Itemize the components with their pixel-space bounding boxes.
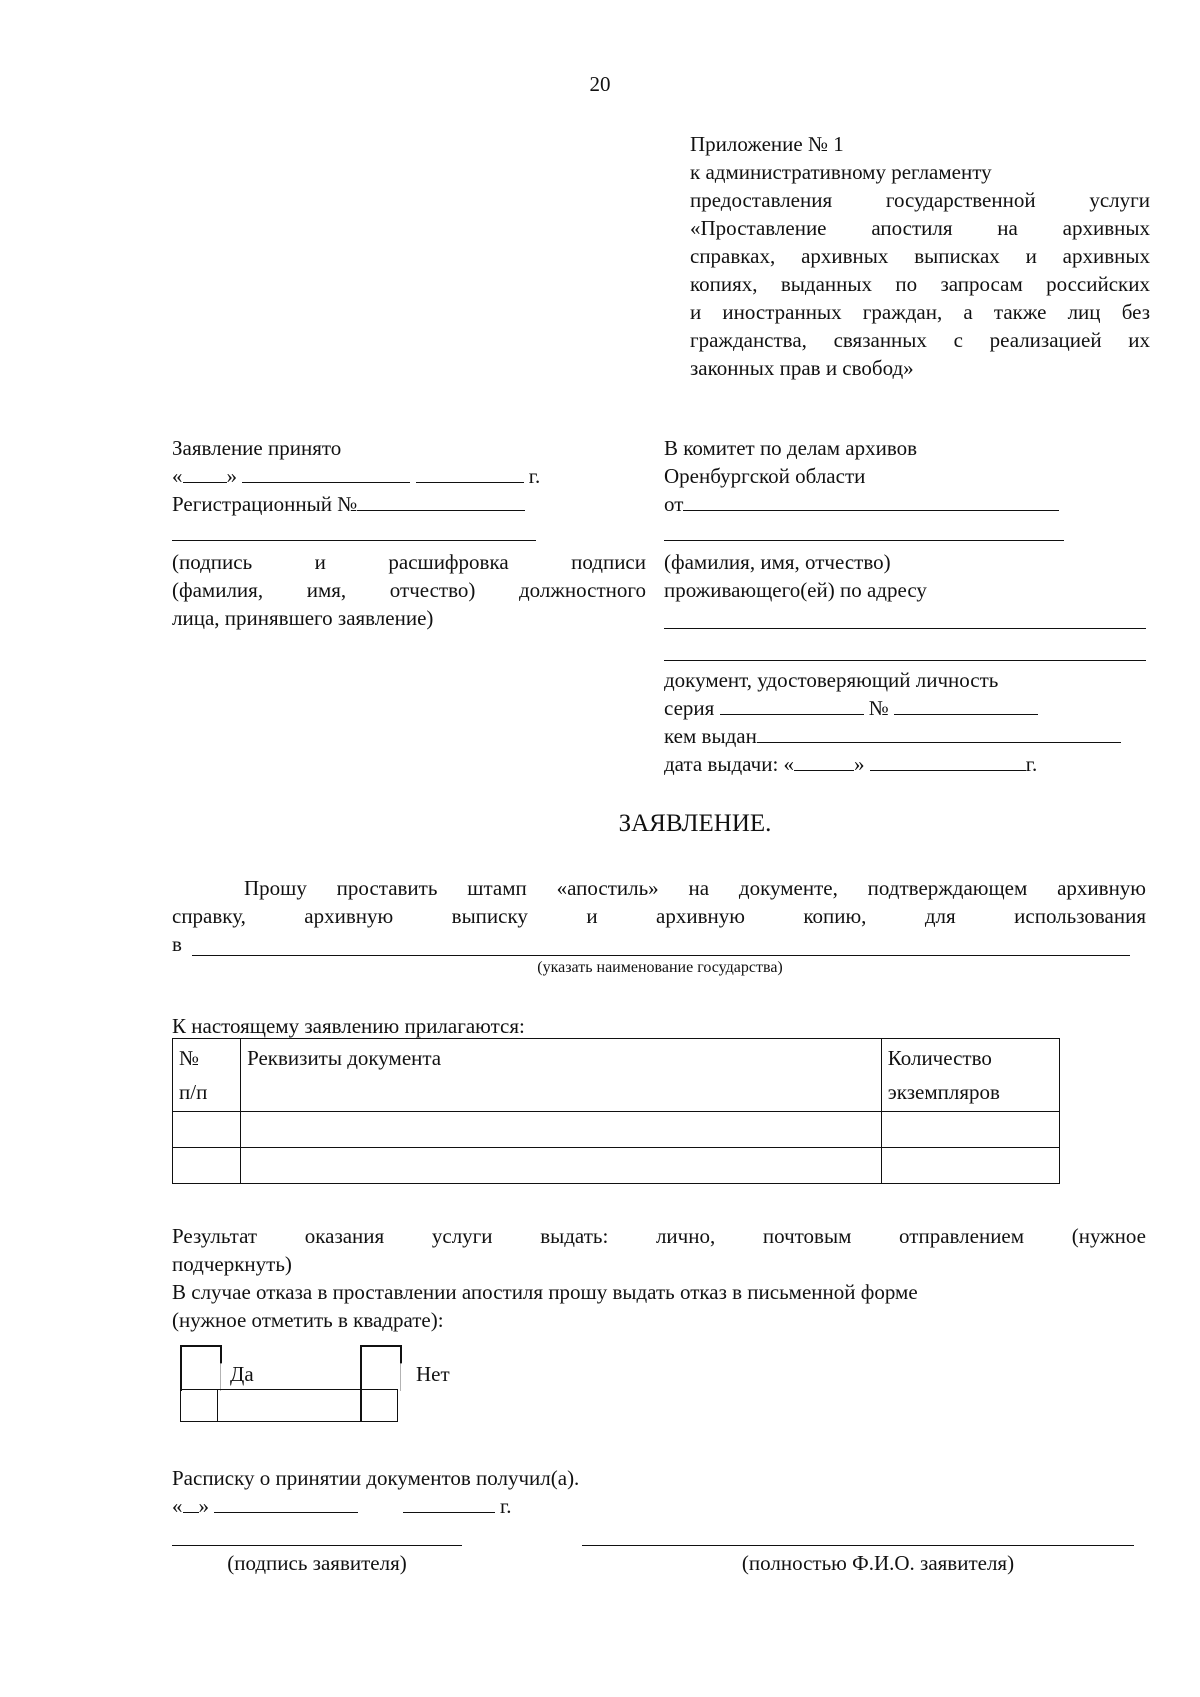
year-suffix: г. — [500, 1494, 512, 1518]
address-field-1[interactable] — [664, 628, 1146, 629]
country-prefix: в — [172, 932, 182, 956]
quote-close: » — [226, 464, 237, 488]
issued-by-row — [664, 722, 1164, 750]
appendix-line: «Проставление апостиля на архивных — [690, 216, 1150, 240]
checkbox-yes-lower[interactable] — [180, 1389, 218, 1422]
addressee-block — [664, 434, 1164, 518]
accepted-label: Заявление принято — [172, 436, 342, 460]
statement-line: справку, архивную выписку и архивную копию, для использования — [172, 904, 1146, 928]
appendix-line: к административному регламенту — [690, 160, 992, 184]
quote-open: « — [172, 464, 183, 488]
official-signature-line[interactable] — [172, 540, 536, 541]
result-block — [172, 1222, 1146, 1334]
issued-by-field[interactable] — [757, 722, 1121, 743]
table-cell[interactable] — [241, 1148, 882, 1184]
table-row — [173, 1112, 1060, 1148]
quote-close: » — [198, 1494, 209, 1518]
year-suffix: г. — [1025, 752, 1038, 776]
caption-line: (фамилия, имя, отчество) должностного — [172, 578, 646, 602]
series-label: серия — [664, 696, 715, 720]
header-cell-details: Реквизиты документа — [241, 1039, 882, 1112]
applicant-signature-caption: (подпись заявителя) — [227, 1551, 407, 1575]
addressee-line: Оренбургской области — [664, 464, 866, 488]
number-label: № — [868, 696, 889, 720]
table-cell[interactable] — [173, 1112, 241, 1148]
applicant-fio-caption: (полностью Ф.И.О. заявителя) — [741, 1551, 1015, 1575]
official-signature-caption — [172, 548, 646, 632]
option-yes-label: Да — [230, 1362, 254, 1386]
header-text: № — [179, 1046, 200, 1070]
refusal-line: (нужное отметить в квадрате): — [172, 1308, 444, 1332]
fio-block — [664, 548, 1164, 604]
refusal-line: В случае отказа в проставлении апостиля прошу выдать отказ в письменной форме — [172, 1280, 918, 1304]
appendix-line: копиях, выданных по запросам российских — [690, 272, 1150, 296]
result-line: Результат оказания услуги выдать: лично, почтовым отправлением (нужное — [172, 1224, 1146, 1248]
number-field[interactable] — [894, 694, 1038, 715]
issue-date-row — [664, 750, 1164, 778]
checkbox-yes[interactable] — [180, 1345, 222, 1391]
header-text: п/п — [179, 1080, 208, 1104]
from-field[interactable] — [683, 490, 1059, 511]
appendix-line: предоставления государственной услуги — [690, 188, 1150, 212]
applicant-fio-line[interactable] — [582, 1545, 1134, 1546]
addressee-line: В комитет по делам архивов — [664, 436, 918, 460]
caption-line: (подпись и расшифровка подписи — [172, 550, 646, 574]
appendix-line: законных прав и свобод» — [690, 356, 914, 380]
reg-number-field[interactable] — [357, 490, 525, 511]
appendix-line: гражданства, связанных с реализацией их — [690, 328, 1150, 352]
year-suffix: г. — [528, 464, 541, 488]
from-label: от — [664, 492, 684, 516]
country-row — [172, 930, 1146, 958]
id-document-block — [664, 666, 1164, 778]
issue-date-label: дата выдачи: « — [664, 752, 795, 776]
from-field-2[interactable] — [664, 540, 1064, 541]
quote-close: » — [854, 752, 865, 776]
receipt-date-row — [172, 1492, 1146, 1520]
appendix-line: справках, архивных выписках и архивных — [690, 244, 1150, 268]
caption-line: лица, принявшего заявление) — [172, 606, 434, 630]
receipt-year-field[interactable] — [403, 1492, 495, 1513]
from-row — [664, 490, 1164, 518]
accepted-date-row — [172, 462, 646, 490]
table-cell[interactable] — [881, 1112, 1059, 1148]
address-field-2[interactable] — [664, 660, 1146, 661]
statement-line: Прошу проставить штамп «апостиль» на документе, подтверждающем архивную — [244, 876, 1146, 900]
reg-number-row — [172, 490, 646, 518]
reg-number-label: Регистрационный № — [172, 492, 358, 516]
appendix-title: Приложение № 1 — [690, 132, 844, 156]
receipt-block — [172, 1464, 1146, 1520]
checkbox-no[interactable] — [360, 1345, 402, 1391]
series-number-row — [664, 694, 1164, 722]
issue-day-field[interactable] — [794, 750, 854, 771]
header-text: экземпляров — [887, 1080, 1000, 1104]
applicant-signature-line[interactable] — [172, 1545, 462, 1546]
issued-by-label: кем выдан — [664, 724, 757, 748]
series-field[interactable] — [720, 694, 864, 715]
receipt-month-field[interactable] — [214, 1492, 358, 1513]
table-row — [173, 1148, 1060, 1184]
checkbox-no-lower[interactable] — [360, 1389, 398, 1422]
day-field[interactable] — [183, 462, 227, 483]
table-cell[interactable] — [241, 1112, 882, 1148]
statement-body — [172, 874, 1146, 958]
appendix-line: и иностранных граждан, а также лиц без — [690, 300, 1150, 324]
table-cell[interactable] — [881, 1148, 1059, 1184]
page-number: 20 — [589, 72, 611, 96]
issue-month-year-field[interactable] — [870, 750, 1026, 771]
header-cell-number — [173, 1039, 241, 1112]
option-no-label: Нет — [416, 1362, 450, 1386]
accepted-block — [172, 434, 646, 518]
quote-open: « — [172, 1494, 183, 1518]
address-caption: проживающего(ей) по адресу — [664, 578, 927, 602]
month-field[interactable] — [242, 462, 410, 483]
header-text: Количество — [887, 1046, 992, 1070]
table-cell[interactable] — [173, 1148, 241, 1184]
fio-caption: (фамилия, имя, отчество) — [664, 550, 891, 574]
header-cell-quantity — [881, 1039, 1059, 1112]
attachments-table — [172, 1038, 1060, 1184]
result-line: подчеркнуть) — [172, 1252, 292, 1276]
receipt-text: Расписку о принятии документов получил(а). — [172, 1466, 580, 1490]
attachments-intro: К настоящему заявлению прилагаются: — [172, 1014, 525, 1038]
id-document-label: документ, удостоверяющий личность — [664, 668, 999, 692]
option-yes-underline — [217, 1389, 362, 1422]
table-header-row — [173, 1039, 1060, 1112]
country-field[interactable] — [192, 955, 1130, 956]
statement-heading: ЗАЯВЛЕНИЕ. — [618, 810, 772, 837]
country-caption: (указать наименование государства) — [537, 959, 783, 976]
appendix-block — [690, 130, 1150, 382]
receipt-day-field[interactable] — [183, 1492, 199, 1513]
year-field[interactable] — [416, 462, 524, 483]
